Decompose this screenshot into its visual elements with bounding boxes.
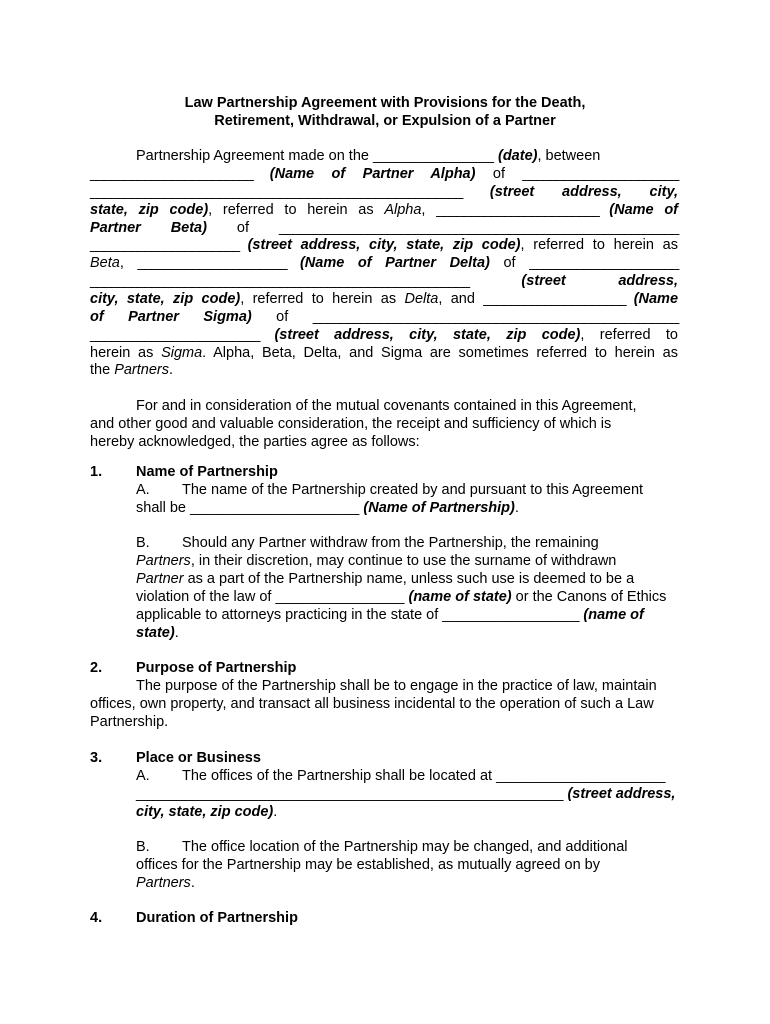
field-hint: (street address, city, state, zip code) (247, 237, 521, 253)
field-hint: (Name (633, 291, 679, 307)
document-line (136, 499, 519, 517)
text-run: . (190, 875, 195, 891)
document-line (136, 785, 675, 803)
field-hint: state, zip code) (90, 202, 209, 218)
blank-field-text: of _______________________ (475, 166, 678, 182)
document-line (90, 433, 420, 451)
blank-field-text: _____________________________________________________ (136, 786, 568, 802)
text-run: and other good and valuable consideration, the receipt and sufficiency of which is (90, 416, 612, 432)
document-line (136, 856, 600, 874)
field-hint: (street address, city, state, zip code) (274, 327, 581, 343)
field-hint: (Name of (609, 202, 679, 218)
section-label: A. (136, 768, 150, 784)
document-line (90, 749, 261, 767)
field-hint: (Name of Partner Alpha) (269, 166, 476, 182)
text-run: Sigma (161, 345, 203, 361)
document-title-line-2: Retirement, Withdrawal, or Expulsion of a Partner (214, 113, 556, 129)
text-run: . (174, 625, 179, 641)
document-line (90, 326, 678, 344)
section-label: B. (136, 535, 150, 551)
text-run: Partners (136, 553, 191, 569)
field-hint: (Name of Partner Delta) (299, 255, 490, 271)
text-run: hereby acknowledged, the parties agree as follows: (90, 434, 420, 450)
field-hint: Partner Beta) (90, 220, 207, 236)
document-line (90, 236, 678, 254)
document-line (136, 552, 616, 570)
document-line (136, 534, 599, 552)
text-run: . (273, 804, 278, 820)
document-line (90, 415, 611, 433)
blank-field-text: ________________________________________________________ (90, 273, 469, 289)
field-hint: (name of (583, 607, 644, 623)
document-line (90, 344, 678, 362)
text-run: Place or Business (136, 750, 261, 766)
blank-field-text: of ______________________ (489, 255, 679, 271)
text-run: The purpose of the Partnership shall be to engage in the practice of law, maintain (136, 678, 657, 694)
document-line (136, 588, 666, 606)
field-hint: (Name of Partnership) (363, 500, 515, 516)
blank-field-text: _________________________ (90, 327, 260, 343)
document-line (136, 606, 644, 624)
text-run: . (169, 362, 174, 378)
blank-field-text: shall be _____________________ (136, 500, 364, 516)
section-label: 3. (90, 750, 103, 766)
section-label: A. (136, 482, 150, 498)
text-run: Should any Partner withdraw from the Partnership, the remaining (182, 535, 599, 551)
text-run: Partners (114, 362, 169, 378)
text-run: as a part of the Partnership name, unless such use is deemed to be a (183, 571, 635, 587)
section-label: 1. (90, 464, 103, 480)
document-line (90, 909, 298, 927)
text-run: the (90, 362, 115, 378)
document-line (136, 677, 657, 695)
text-run: Delta (404, 291, 439, 307)
document-line (136, 803, 277, 821)
document-line (136, 570, 634, 588)
text-run: or the Canons of Ethics (511, 589, 667, 605)
document-title-line-1: Law Partnership Agreement with Provisions for the Death, (184, 95, 586, 111)
text-run: . (514, 500, 519, 516)
text-run: , between (537, 148, 601, 164)
document-line (90, 272, 678, 290)
text-run: offices, own property, and transact all business incidental to the operation of such a Law (90, 696, 654, 712)
field-hint: state) (136, 625, 175, 641)
document-line (136, 874, 195, 892)
text-run: , referred to herein as (520, 237, 678, 253)
field-hint: (street address, city, (489, 184, 679, 200)
field-hint: city, state, zip code) (90, 291, 241, 307)
field-hint: (street address, (521, 273, 679, 289)
field-hint: of Partner Sigma) (90, 309, 252, 325)
section-label: B. (136, 839, 150, 855)
document-line (136, 481, 643, 499)
blank-field-text: Partnership Agreement made on the _______________ (136, 148, 498, 164)
text-run: , referred to (580, 327, 678, 343)
document-line (90, 290, 678, 308)
document-line (90, 713, 168, 731)
blank-field-text: , ______________________ (119, 255, 287, 271)
document-line (136, 397, 637, 415)
field-hint: (date) (497, 148, 538, 164)
text-run: The name of the Partnership created by and pursuant to this Agreement (182, 482, 644, 498)
text-run: . Alpha, Beta, Delta, and Sigma are sometimes referred to herein as (202, 345, 678, 361)
document-line (136, 624, 179, 642)
document-line (90, 463, 278, 481)
document-line (136, 767, 665, 785)
blank-field-text: of ______________________________________________________ (251, 309, 679, 325)
document-line (90, 254, 678, 272)
document-line (136, 147, 600, 165)
field-hint: city, state, zip code) (136, 804, 274, 820)
blank-field-text: ________________________ (90, 166, 253, 182)
text-run: , referred to herein as (240, 291, 405, 307)
document-line (90, 201, 678, 219)
text-run: Partnership. (90, 714, 169, 730)
blank-field-text: _______________________________________________________ (90, 184, 463, 200)
text-run: herein as (90, 345, 162, 361)
blank-field-text: applicable to attorneys practicing in the state of _________________ (136, 607, 584, 623)
field-hint: (name of state) (408, 589, 512, 605)
document-line (90, 308, 678, 326)
document-line (90, 695, 654, 713)
document-line (90, 219, 678, 237)
document-line (90, 165, 678, 183)
blank-field-text: , and _____________________ (438, 291, 626, 307)
section-label: 4. (90, 910, 103, 926)
text-run: Purpose of Partnership (136, 660, 297, 676)
document-line (90, 361, 173, 379)
blank-field-text: violation of the law of ________________ (136, 589, 409, 605)
text-run: Partner (136, 571, 184, 587)
text-run: Alpha (384, 202, 422, 218)
text-run: Duration of Partnership (136, 910, 298, 926)
text-run: , referred to herein as (208, 202, 385, 218)
field-hint: (street address, (567, 786, 676, 802)
document-line (90, 183, 678, 201)
text-run: For and in consideration of the mutual covenants contained in this Agreement, (136, 398, 637, 414)
section-label: 2. (90, 660, 103, 676)
text-run: Partners (136, 875, 191, 891)
blank-field-text: The offices of the Partnership shall be located at _____________________ (182, 768, 666, 784)
text-run: offices for the Partnership may be established, as mutually agreed on by (136, 857, 600, 873)
text-run: Name of Partnership (136, 464, 278, 480)
text-run: , in their discretion, may continue to use the surname of withdrawn (190, 553, 617, 569)
document-line (136, 838, 628, 856)
blank-field-text: of ___________________________________________________________ (206, 220, 678, 236)
document-line (90, 659, 296, 677)
blank-field-text: , ________________________ (421, 202, 599, 218)
text-run: Beta (90, 255, 120, 271)
text-run: The office location of the Partnership may be changed, and additional (182, 839, 628, 855)
blank-field-text: ______________________ (90, 237, 239, 253)
